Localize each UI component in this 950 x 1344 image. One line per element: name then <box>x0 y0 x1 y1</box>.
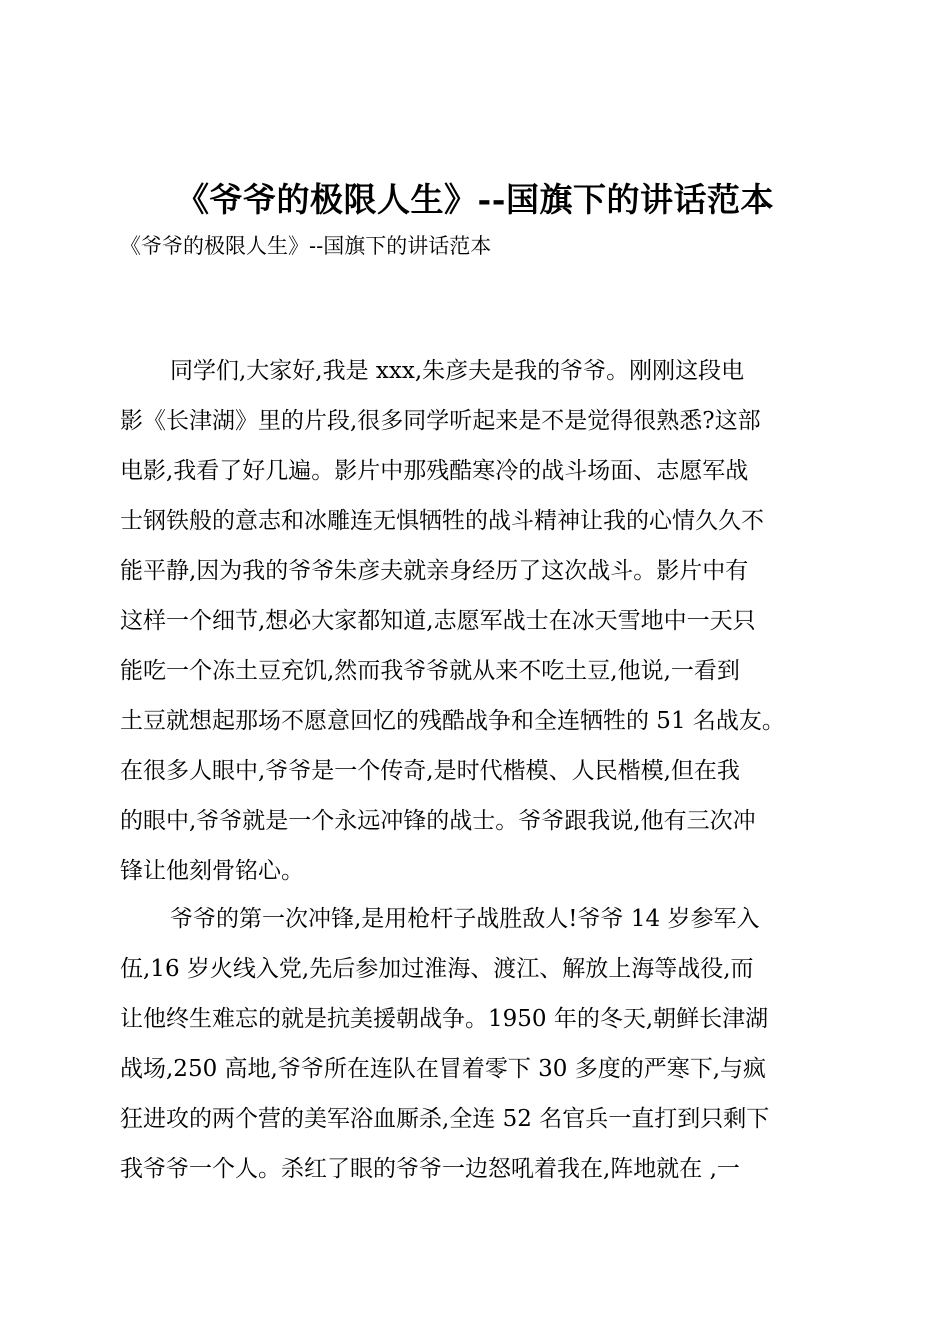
paragraph-2 <box>120 894 855 1194</box>
paragraph-line: 电影,我看了好几遍。影片中那残酷寒冷的战斗场面、志愿军战 <box>120 458 749 484</box>
paragraph-line: 狂进攻的两个营的美军浴血厮杀,全连 52 名官兵一直打到只剩下 <box>120 1106 770 1132</box>
paragraph-line: 同学们,大家好,我是 xxx,朱彦夫是我的爷爷。刚刚这段电 <box>170 358 745 384</box>
paragraph-line: 在很多人眼中,爷爷是一个传奇,是时代楷模、人民楷模,但在我 <box>120 758 740 784</box>
paragraph-line: 伍,16 岁火线入党,先后参加过淮海、渡江、解放上海等战役,而 <box>120 956 754 982</box>
paragraph-line: 让他终生难忘的就是抗美援朝战争。1950 年的冬天,朝鲜长津湖 <box>120 1006 769 1032</box>
document-subtitle: 《爷爷的极限人生》--国旗下的讲话范本 <box>120 234 492 258</box>
paragraph-line: 战场,250 高地,爷爷所在连队在冒着零下 30 多度的严寒下,与疯 <box>120 1056 767 1082</box>
paragraph-line: 士钢铁般的意志和冰雕连无惧牺牲的战斗精神让我的心情久久不 <box>120 508 764 534</box>
paragraph-1 <box>120 346 855 896</box>
paragraph-line: 这样一个细节,想必大家都知道,志愿军战士在冰天雪地中一天只 <box>120 608 756 634</box>
document-title: 《爷爷的极限人生》--国旗下的讲话范本 <box>176 180 774 219</box>
paragraph-line: 土豆就想起那场不愿意回忆的残酷战争和全连牺牲的 51 名战友。 <box>120 708 785 734</box>
paragraph-line: 我爷爷一个人。杀红了眼的爷爷一边怒吼着我在,阵地就在 ,一 <box>120 1156 740 1182</box>
paragraph-line: 能平静,因为我的爷爷朱彦夫就亲身经历了这次战斗。影片中有 <box>120 558 749 584</box>
paragraph-line: 的眼中,爷爷就是一个永远冲锋的战士。爷爷跟我说,他有三次冲 <box>120 808 756 834</box>
paragraph-line: 能吃一个冻土豆充饥,然而我爷爷就从来不吃土豆,他说,一看到 <box>120 658 740 684</box>
paragraph-line: 影《长津湖》里的片段,很多同学听起来是不是觉得很熟悉?这部 <box>120 408 761 434</box>
paragraph-line: 爷爷的第一次冲锋,是用枪杆子战胜敌人!爷爷 14 岁参军入 <box>170 906 760 932</box>
paragraph-line: 锋让他刻骨铭心。 <box>120 858 304 884</box>
